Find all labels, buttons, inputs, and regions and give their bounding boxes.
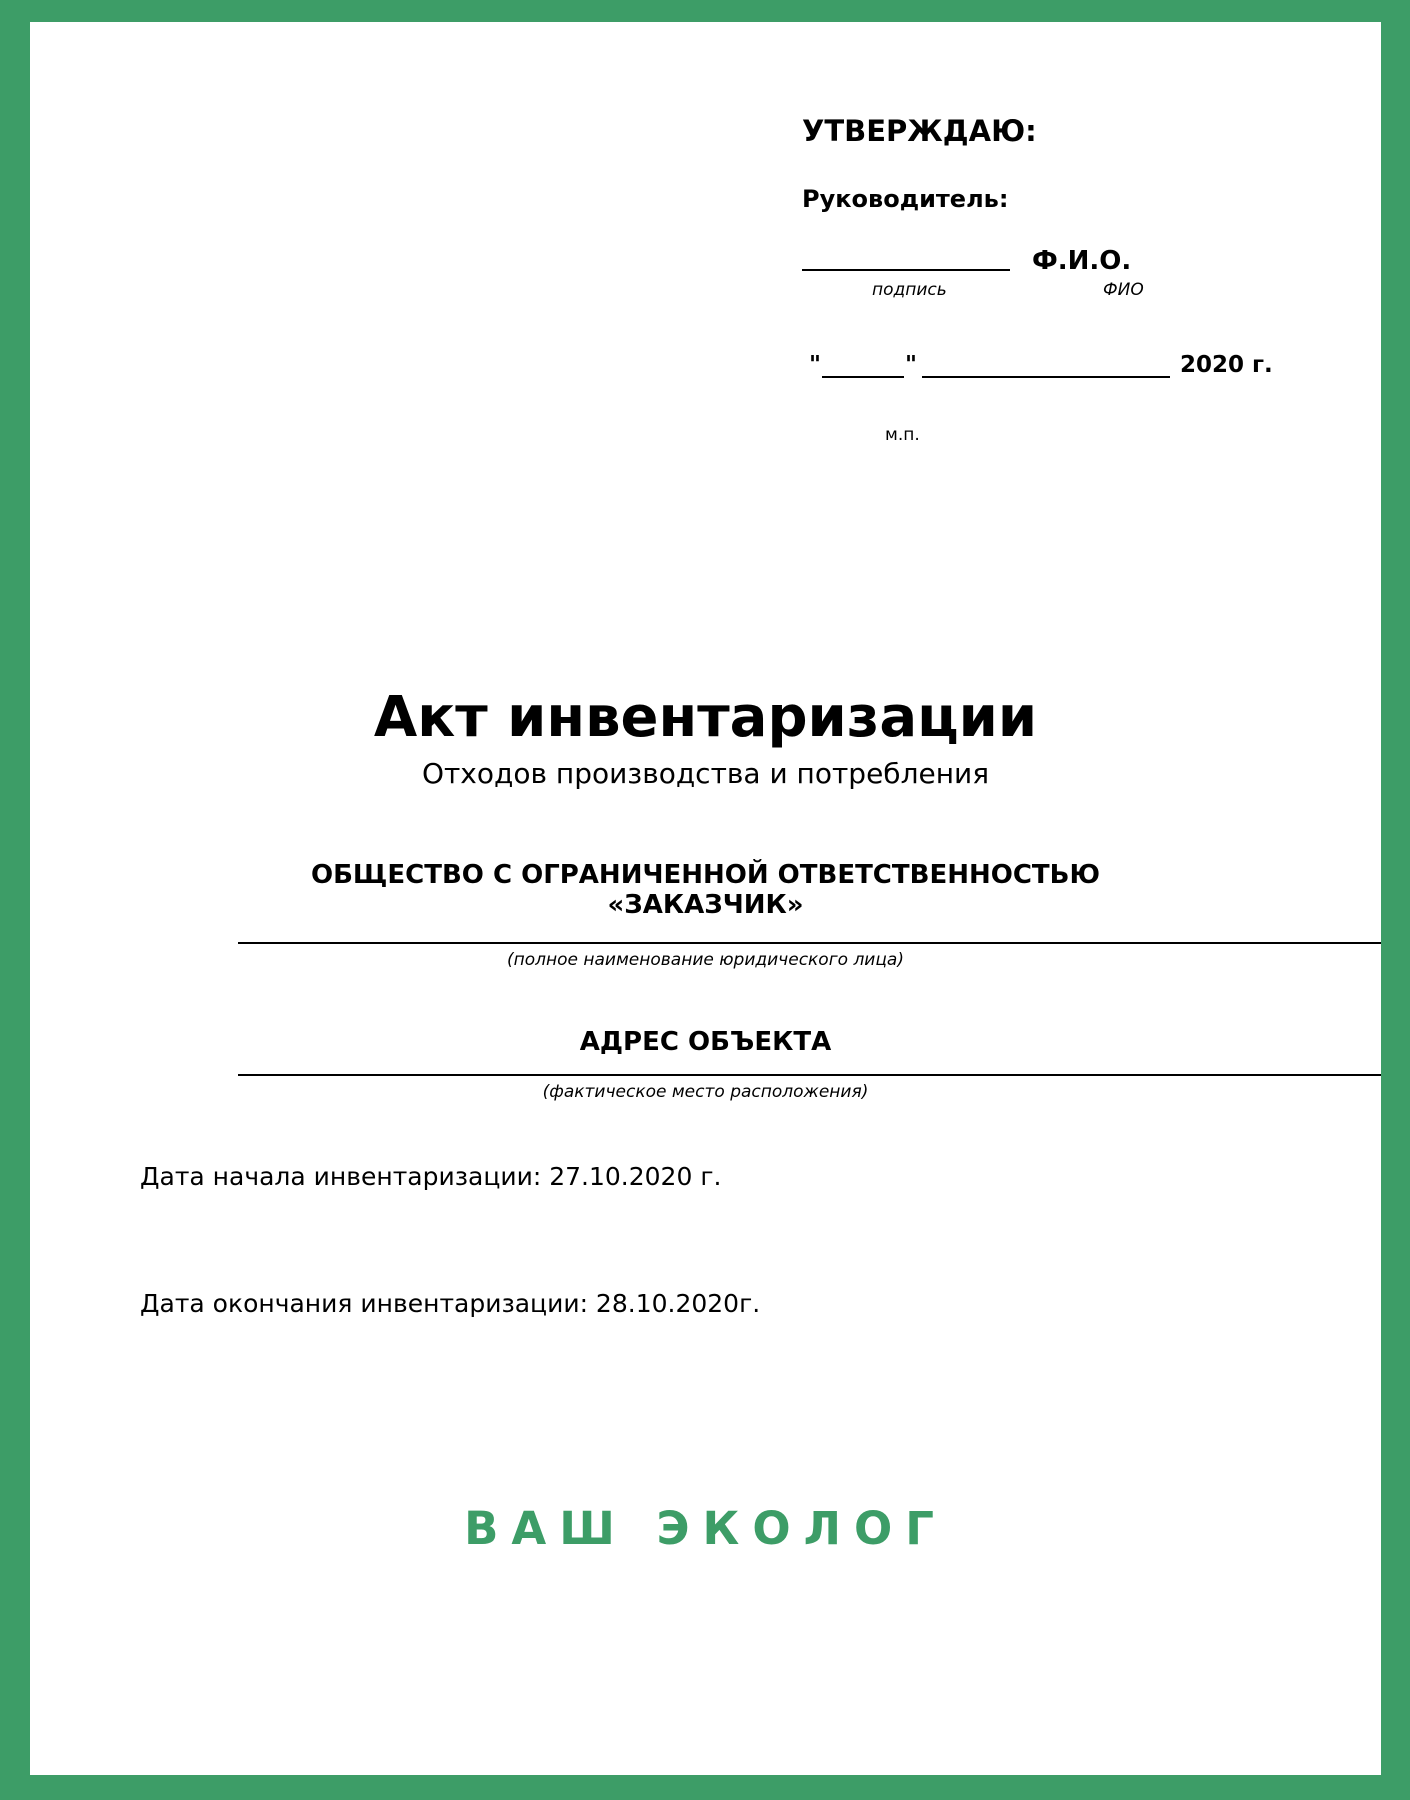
organization-name-line2: «ЗАКАЗЧИК»	[607, 890, 804, 920]
approval-title: УТВЕРЖДАЮ:	[802, 114, 1037, 148]
inventory-end-date: Дата окончания инвентаризации: 28.10.2020г.	[140, 1289, 761, 1318]
signature-line	[802, 269, 1010, 271]
date-quote-open: "	[809, 352, 821, 378]
approval-date-line	[808, 352, 1273, 378]
organization-hint: (полное наименование юридического лица)	[507, 950, 904, 970]
object-address: АДРЕС ОБЪЕКТА	[579, 1027, 832, 1057]
approval-year: 2020 г.	[1179, 352, 1273, 378]
document-title: Акт инвентаризации	[373, 685, 1038, 750]
document-subtitle: Отходов производства и потребления	[421, 757, 990, 790]
day-blank	[822, 356, 904, 378]
address-hint: (фактическое место расположения)	[542, 1082, 869, 1102]
organization-rule	[238, 942, 1381, 944]
fio-hint: ФИО	[1103, 280, 1144, 300]
date-quote-close: "	[904, 352, 917, 378]
organization-name-line1: ОБЩЕСТВО С ОГРАНИЧЕННОЙ ОТВЕТСТВЕННОСТЬЮ	[311, 860, 1100, 890]
fio-label: Ф.И.О.	[1032, 246, 1132, 276]
address-rule	[238, 1074, 1381, 1076]
document-page	[30, 22, 1381, 1775]
stamp-place: м.п.	[885, 425, 920, 445]
inventory-start-date: Дата начала инвентаризации: 27.10.2020 г.	[140, 1162, 722, 1191]
approval-role: Руководитель:	[802, 185, 1009, 213]
brand-name: ВАШ ЭКОЛОГ	[464, 1502, 947, 1555]
month-blank	[922, 356, 1170, 378]
signature-hint: подпись	[872, 280, 947, 300]
